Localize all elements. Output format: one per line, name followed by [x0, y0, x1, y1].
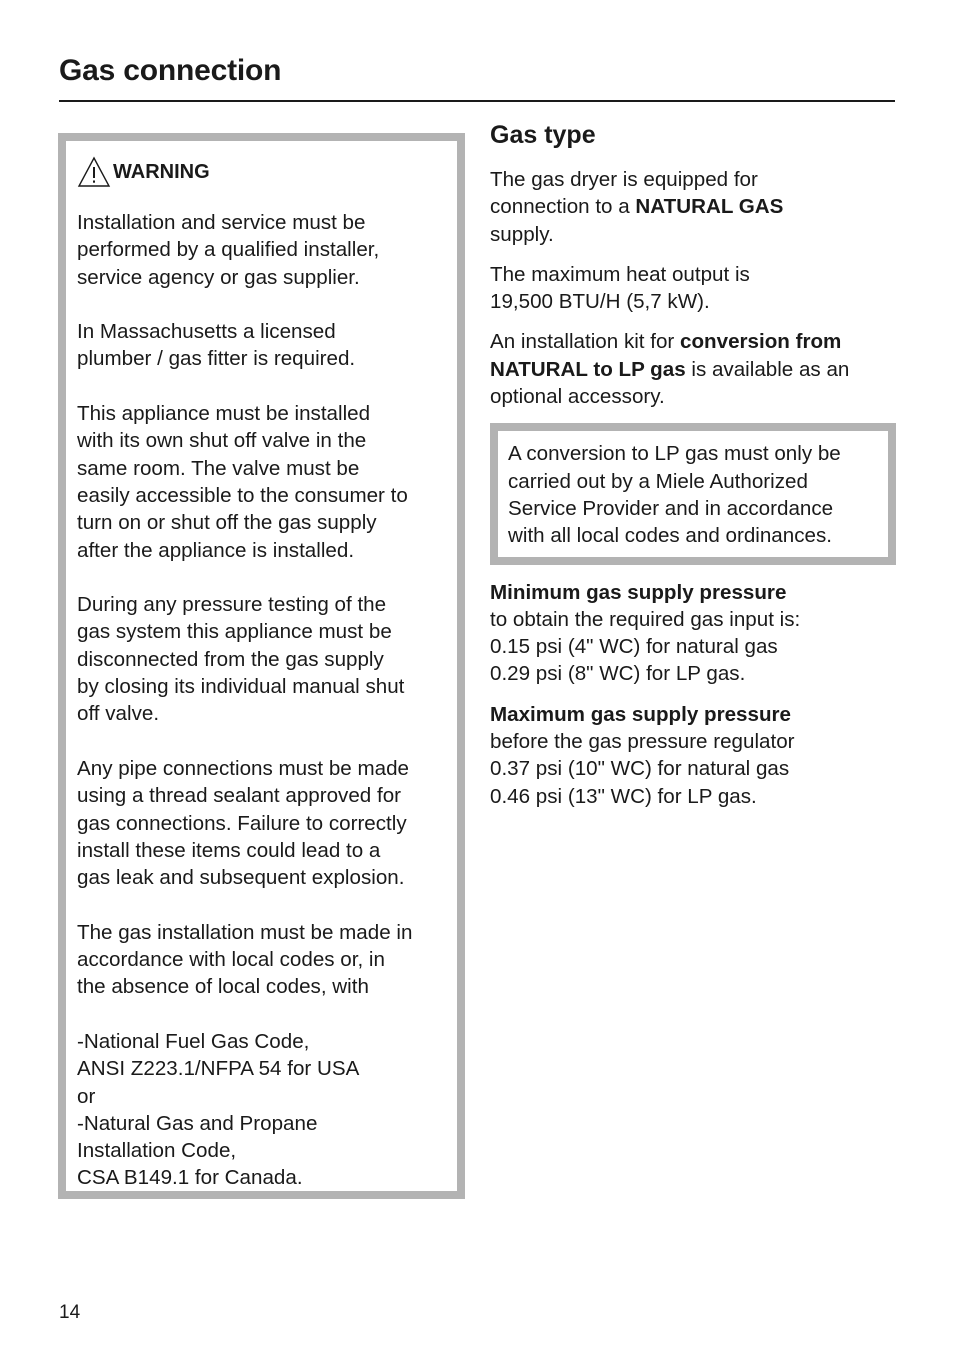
heat-output-value: 19,500 BTU/H (5,7 kW). [490, 290, 710, 314]
text-line: -National Fuel Gas Code, [77, 1029, 310, 1053]
text-line: off valve. [77, 702, 160, 726]
conversion-emphasis: conversion from [680, 330, 842, 354]
natural-gas-emphasis: NATURAL GAS [635, 195, 784, 219]
text-line: The maximum heat output is [490, 262, 750, 286]
warning-paragraph [77, 1028, 449, 1192]
text-line: plumber / gas fitter is required. [77, 347, 356, 371]
max-pressure-lp: 0.46 psi (13" WC) for LP gas. [490, 784, 757, 808]
max-pressure-paragraph [490, 701, 900, 810]
text-line: with its own shut off valve in the [77, 429, 367, 453]
text-run: connection to a [490, 195, 636, 219]
page-number: 14 [59, 1302, 81, 1323]
conversion-kit-paragraph [490, 328, 900, 410]
min-pressure-natural: 0.15 psi (4" WC) for natural gas [490, 635, 778, 659]
text-line: Installation Code, [77, 1139, 237, 1163]
text-line: supply. [490, 222, 554, 246]
text-line: carried out by a Miele Authorized [508, 469, 808, 493]
conversion-note-box [490, 423, 896, 564]
text-line: -Natural Gas and Propane [77, 1111, 318, 1135]
text-line: Service Provider and in accordance [508, 496, 834, 520]
text-line: the absence of local codes, with [77, 975, 369, 999]
text-line [490, 356, 900, 383]
text-line: easily accessible to the consumer to [77, 483, 408, 507]
conversion-note-text [498, 431, 888, 556]
text-run: is available as an [685, 357, 850, 381]
min-pressure-paragraph [490, 579, 900, 688]
conversion-emphasis: NATURAL to LP gas [490, 357, 686, 381]
text-line: A conversion to LP gas must only be [508, 442, 841, 466]
text-line: gas connections. Failure to correctly [77, 811, 407, 835]
warning-paragraph [77, 755, 449, 891]
warning-paragraph [77, 919, 449, 1001]
text-line: optional accessory. [490, 385, 665, 409]
text-line: gas leak and subsequent explosion. [77, 866, 405, 890]
text-line: disconnected from the gas supply [77, 647, 384, 671]
warning-paragraph [77, 209, 449, 291]
warning-paragraph [77, 400, 449, 564]
warning-box [58, 133, 465, 1199]
text-line: gas system this appliance must be [77, 620, 392, 644]
text-line: performed by a qualified installer, [77, 238, 380, 262]
min-pressure-lp: 0.29 psi (8" WC) for LP gas. [490, 662, 746, 686]
text-line: with all local codes and ordinances. [508, 524, 832, 548]
warning-text [77, 209, 449, 1192]
text-line: In Massachusetts a licensed [77, 320, 336, 344]
text-line [490, 328, 900, 355]
title-divider [59, 100, 895, 102]
text-line: During any pressure testing of the [77, 593, 387, 617]
section-heading-gas-type: Gas type [490, 121, 596, 149]
equipped-paragraph [490, 166, 900, 248]
text-line: same room. The valve must be [77, 456, 360, 480]
text-line: CSA B149.1 for Canada. [77, 1166, 303, 1190]
text-line: using a thread sealant approved for [77, 784, 401, 808]
warning-header [77, 155, 449, 189]
text-line [490, 193, 900, 220]
warning-paragraph [77, 591, 449, 727]
warning-triangle-icon [77, 156, 111, 188]
warning-heading: WARNING [113, 160, 210, 183]
text-line: after the appliance is installed. [77, 538, 355, 562]
text-line: before the gas pressure regulator [490, 730, 795, 754]
warning-box-content [66, 141, 457, 1191]
page-title: Gas connection [59, 54, 282, 87]
text-line: install these items could lead to a [77, 838, 381, 862]
text-line: This appliance must be installed [77, 402, 371, 426]
text-line: accordance with local codes or, in [77, 948, 385, 972]
max-pressure-label: Maximum gas supply pressure [490, 702, 792, 726]
text-line: by closing its individual manual shut [77, 675, 405, 699]
text-line: service agency or gas supplier. [77, 265, 360, 289]
text-line: or [77, 1084, 96, 1108]
text-line: to obtain the required gas input is: [490, 607, 801, 631]
heat-output-paragraph [490, 261, 900, 316]
text-line: The gas dryer is equipped for [490, 168, 758, 191]
text-run: An installation kit for [490, 330, 681, 354]
gas-type-section [490, 118, 900, 823]
max-pressure-natural: 0.37 psi (10" WC) for natural gas [490, 757, 790, 781]
text-line: Any pipe connections must be made [77, 756, 409, 780]
text-line: ANSI Z223.1/NFPA 54 for USA [77, 1057, 360, 1081]
text-line: turn on or shut off the gas supply [77, 511, 377, 535]
text-line: Installation and service must be [77, 211, 366, 234]
text-line: The gas installation must be made in [77, 920, 413, 944]
min-pressure-label: Minimum gas supply pressure [490, 580, 787, 604]
warning-paragraph [77, 318, 449, 373]
